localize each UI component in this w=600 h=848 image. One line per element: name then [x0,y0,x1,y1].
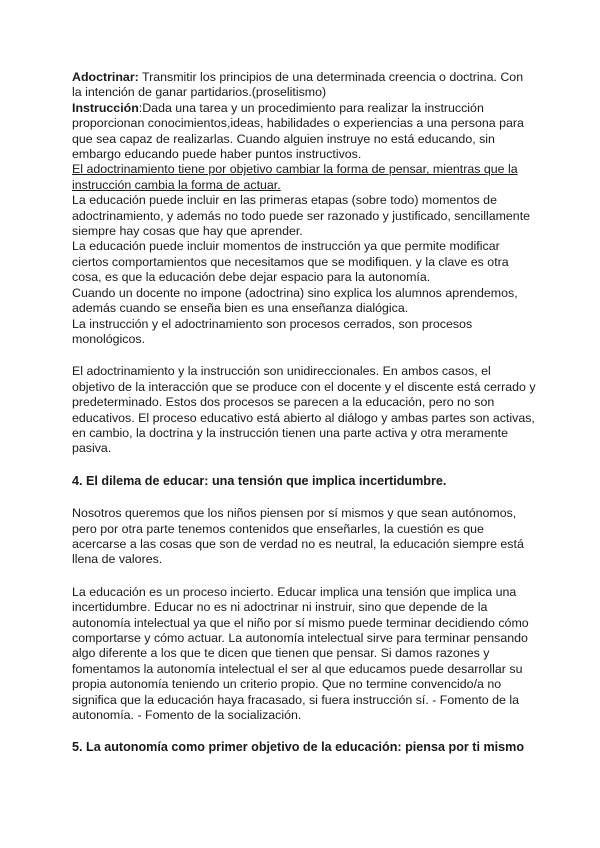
definition-adoctrinar-text: Transmitir los principios de una determinada creencia o doctrina. Con la intención de ganar partidarios.(proselitismo) [72,70,524,100]
paragraph-educacion-adoctrinamiento: La educación puede incluir en las primeras etapas (sobre todo) momentos de adoctrinamiento, y además no todo puede ser razonado y justificado, sencillamente siempre hay cosas que hay que aprender. [72,193,531,239]
definition-adoctrinar [72,70,536,101]
term-adoctrinar: Adoctrinar: [72,70,139,84]
underlined-statement: El adoctrinamiento tiene por objetivo cambiar la forma de pensar, mientras que la instrucción cambia la forma de actuar. [72,162,518,192]
definitions-block [72,70,536,347]
paragraph-procesos-cerrados: La instrucción y el adoctrinamiento son procesos cerrados, son procesos monológicos. [72,316,473,346]
definition-instruccion [72,101,536,163]
section-4-paragraph-1: Nosotros queremos que los niños piensen por sí mismos y que sean autónomos, pero por otra parte tenemos contenidos que enseñarles, la cuestión es que acercarse a las cosas que son de verdad no es neutral, la educación siempre está llena de valores. [72,506,524,567]
section-4-paragraph-2: La educación es un proceso incierto. Educar implica una tensión que implica una incertidumbre. Educar no es ni adoctrinar ni instruir, sino que depende de la autonomía intelectual ya que el niño por sí mismo puede terminar decidiendo cómo comportarse y cómo actuar. La autonomía intelectual sirve para terminar pensando algo diferente a los que te dicen que tienen que pensar. Si damos razones y fomentamos la autonomía intelectual el ser al que educamos puede desarrollar su propia autonomía teniendo un criterio propio. Que no termine convencido/a no significa que la educación haya fracasado, si fuera instrucción sí. - Fomento de la autonomía. - Fomento de la socialización. [72,584,529,723]
term-instruccion: Instrucción [72,100,139,115]
paragraph-docente: Cuando un docente no impone (adoctrina) sino explica los alumnos aprendemos, además cuando se enseña bien es una enseñanza dialógica. [72,285,518,316]
paragraph-unidireccionales: El adoctrinamiento y la instrucción son unidireccionales. En ambos casos, el objetivo de la interacción que se produce con el docente y el discente está cerrado y predeterminado. Estos dos procesos se parecen a la educación, pero no son educativos. El proceso educativo está abierto al diálogo y ambas partes son activas, en cambio, la doctrina y la instrucción tienen una parte activa y otra meramente pasiva. [72,364,536,456]
section-4-heading: 4. El dilema de educar: una tensión que implica incertidumbre. [72,473,447,488]
definition-instruccion-text: :Dada una tarea y un procedimiento para realizar la instrucción proporcionan conocimientos,ideas, habilidades o experiencias a una persona para que sea capaz de realizarlas. Cuando alguien instruye no está educando, sin embargo educando puede haber puntos instructivos. [72,100,524,162]
section-5-heading: 5. La autonomía como primer objetivo de la educación: piensa por ti mismo [72,740,525,755]
paragraph-educacion-instruccion: La educación puede incluir momentos de instrucción ya que permite modificar ciertos comportamientos que necesitamos que se modifiquen. y la clave es otra cosa, es que la educación debe dejar espacio para la autonomía. [72,239,509,285]
